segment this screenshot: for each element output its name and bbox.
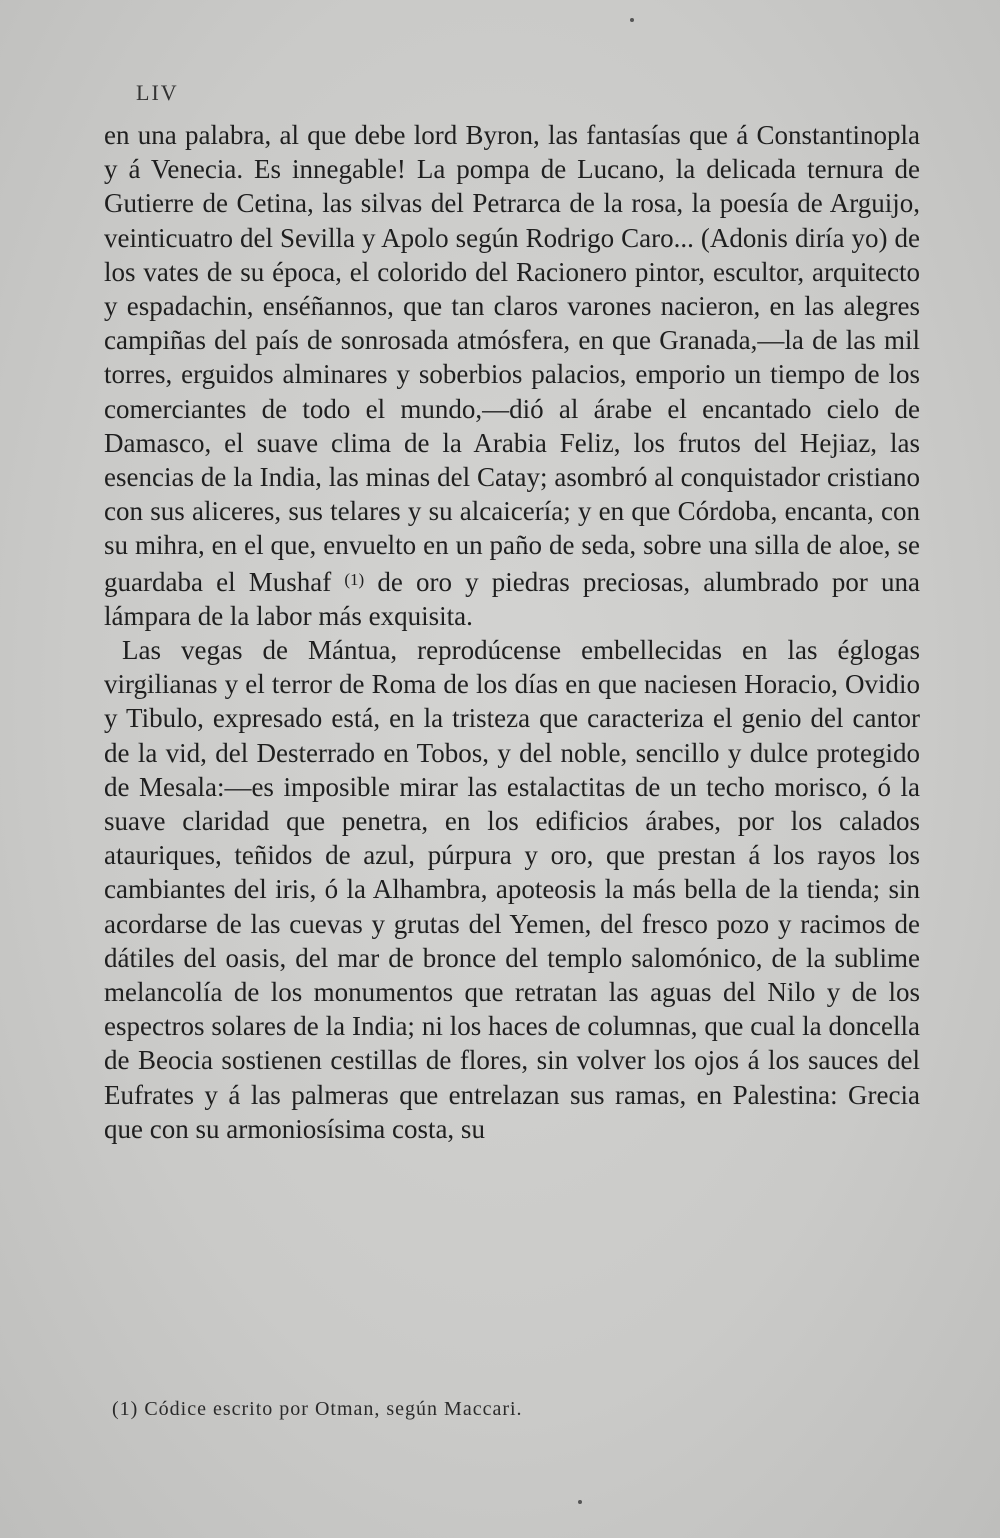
footnote-reference: (1) <box>344 569 365 589</box>
paragraph-1-text: en una palabra, al que debe lord Byron, las fantasías que á Constantinopla y á Venecia. Es innegable! La pompa de Lucano, la delicada ternura de Gutierre de Cetina, las silvas del Petrarca de la rosa, la poesía de Arguijo, veinticuatro del Sevilla y Apolo según Rodrigo Caro... (Adonis diría yo) de los vates de su época, el colorido del Racionero pintor, escultor, arquitecto y espadachin, enséñannos, que tan claros varones nacieron, en las alegres campiñas del país de sonrosada atmósfera, en que Granada,—la de las mil torres, erguidos alminares y soberbios palacios, emporio un tiempo de los comerciantes de todo el mundo,—dió al árabe el encantado cielo de Damasco, el suave clima de la Arabia Feliz, los frutos del Hejiaz, las esencias de la India, las minas del Catay; asombró al conquistador cristiano con sus aliceres, sus telares y su alcaicería; y en que Córdoba, encanta, con su mihra, en el que, envuelto en un paño de seda, sobre una silla de aloe, se guardaba el Mushaf <box>104 120 920 597</box>
page-number: LIV <box>136 80 179 105</box>
paragraph-1 <box>104 118 920 633</box>
paragraph-2: Las vegas de Mántua, reprodúcense embellecidas en las églogas virgilianas y el terror de Roma de los días en que naciesen Horacio, Ovidio y Tibulo, expresado está, en la tristeza que caracteriza el genio del cantor de la vid, del Desterrado en Tobos, y del noble, sencillo y dulce protegido de Mesala:—es imposible mirar las estalactitas de un techo morisco, ó la suave claridad que penetra, en los edificios árabes, por los calados atauriques, teñidos de azul, púrpura y oro, que prestan á los rayos los cambiantes del iris, ó la Alhambra, apoteosis la más bella de la tienda; sin acordarse de las cuevas y grutas del Yemen, del fresco pozo y racimos de dátiles del oasis, del mar de bronce del templo salomónico, de la sublime melancolía de los monumentos que retratan las aguas del Nilo y de los espectros solares de la India; ni los haces de columnas, que cual la doncella de Beocia sostienen cestillas de flores, sin volver los ojos á los sauces del Eufrates y á las palmeras que entrelazan sus ramas, en Palestina: Grecia que con su armoniosísima costa, su <box>104 635 920 1144</box>
footnote: (1) Códice escrito por Otman, según Maccari. <box>112 1398 523 1420</box>
paper-speck <box>630 18 634 22</box>
paper-speck <box>578 1500 582 1504</box>
paragraph-1-text-continued: de oro y piedras preciosas, alumbrado por una lámpara de la labor más exquisita. <box>104 566 921 631</box>
body-text <box>104 118 920 1146</box>
